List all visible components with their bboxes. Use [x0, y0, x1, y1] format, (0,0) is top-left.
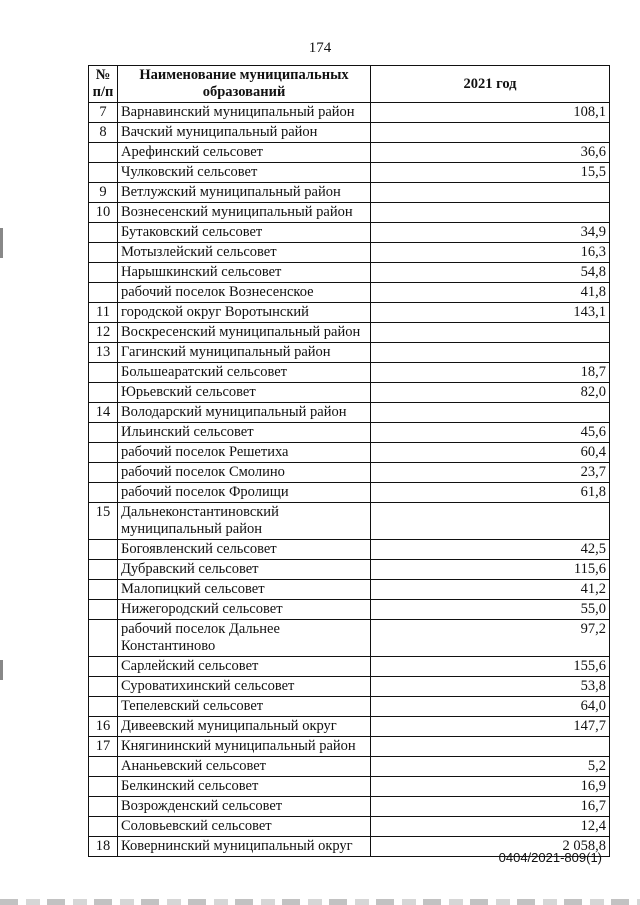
row-number: [89, 757, 118, 777]
row-number: [89, 283, 118, 303]
table-row: [89, 757, 610, 777]
row-value: 82,0: [371, 383, 610, 403]
row-name: Суроватихинский сельсовет: [118, 677, 371, 697]
row-name: Малопицкий сельсовет: [118, 580, 371, 600]
row-value: 16,9: [371, 777, 610, 797]
row-number: [89, 540, 118, 560]
row-value: 60,4: [371, 443, 610, 463]
row-value: 2 058,8: [371, 837, 610, 857]
row-number: 13: [89, 343, 118, 363]
row-name: Дальнеконстантиновский муниципальный район: [118, 503, 371, 540]
table-header-row: [89, 66, 610, 103]
row-name: рабочий поселок Фролищи: [118, 483, 371, 503]
row-value: 16,7: [371, 797, 610, 817]
row-number: 16: [89, 717, 118, 737]
row-name: Бутаковский сельсовет: [118, 223, 371, 243]
row-value: 42,5: [371, 540, 610, 560]
row-name: Воскресенский муниципальный район: [118, 323, 371, 343]
table-row: [89, 600, 610, 620]
row-number: [89, 263, 118, 283]
table-row: [89, 797, 610, 817]
row-number: [89, 777, 118, 797]
row-name: Дивеевский муниципальный округ: [118, 717, 371, 737]
budget-table: [88, 65, 610, 857]
table-row: [89, 697, 610, 717]
table-row: [89, 283, 610, 303]
row-name: Чулковский сельсовет: [118, 163, 371, 183]
row-value: [371, 203, 610, 223]
table-row: [89, 463, 610, 483]
row-number: [89, 443, 118, 463]
row-name: Большеаратский сельсовет: [118, 363, 371, 383]
header-year: 2021 год: [371, 66, 610, 103]
row-name: Нарышкинский сельсовет: [118, 263, 371, 283]
row-name: Нижегородский сельсовет: [118, 600, 371, 620]
row-name: рабочий поселок Дальнее Константиново: [118, 620, 371, 657]
table-row: [89, 483, 610, 503]
header-num: № п/п: [89, 66, 118, 103]
table-row: [89, 443, 610, 463]
row-value: 115,6: [371, 560, 610, 580]
scan-edge: [0, 899, 640, 905]
table-row: [89, 560, 610, 580]
scan-mark: [0, 228, 3, 258]
row-value: 15,5: [371, 163, 610, 183]
row-name: Ковернинский муниципальный округ: [118, 837, 371, 857]
row-number: [89, 383, 118, 403]
table-row: [89, 363, 610, 383]
row-name: рабочий поселок Решетиха: [118, 443, 371, 463]
row-number: [89, 580, 118, 600]
row-value: [371, 323, 610, 343]
row-value: [371, 183, 610, 203]
row-value: 155,6: [371, 657, 610, 677]
row-value: 16,3: [371, 243, 610, 263]
row-number: 18: [89, 837, 118, 857]
table-row: [89, 620, 610, 657]
row-name: Гагинский муниципальный район: [118, 343, 371, 363]
row-value: 147,7: [371, 717, 610, 737]
row-name: Арефинский сельсовет: [118, 143, 371, 163]
document-code: 0404/2021-809(1): [498, 850, 602, 865]
row-number: 12: [89, 323, 118, 343]
row-number: [89, 697, 118, 717]
row-name: Дубравский сельсовет: [118, 560, 371, 580]
row-value: [371, 503, 610, 540]
row-value: [371, 403, 610, 423]
row-name: Богоявленский сельсовет: [118, 540, 371, 560]
row-number: [89, 600, 118, 620]
row-name: Мотызлейский сельсовет: [118, 243, 371, 263]
table-row: [89, 343, 610, 363]
row-name: Юрьевский сельсовет: [118, 383, 371, 403]
row-name: Ветлужский муниципальный район: [118, 183, 371, 203]
table-row: [89, 303, 610, 323]
row-number: [89, 223, 118, 243]
row-name: Возрожденский сельсовет: [118, 797, 371, 817]
row-number: [89, 620, 118, 657]
row-number: 17: [89, 737, 118, 757]
row-number: [89, 463, 118, 483]
row-value: [371, 343, 610, 363]
table-row: [89, 403, 610, 423]
table-row: [89, 540, 610, 560]
row-value: 143,1: [371, 303, 610, 323]
table-row: [89, 263, 610, 283]
table-row: [89, 817, 610, 837]
row-name: рабочий поселок Смолино: [118, 463, 371, 483]
table-row: [89, 737, 610, 757]
row-value: 34,9: [371, 223, 610, 243]
row-value: 64,0: [371, 697, 610, 717]
row-name: Ананьевский сельсовет: [118, 757, 371, 777]
row-number: 7: [89, 103, 118, 123]
row-number: 14: [89, 403, 118, 423]
table-row: [89, 657, 610, 677]
row-number: [89, 797, 118, 817]
row-value: 108,1: [371, 103, 610, 123]
table-row: [89, 143, 610, 163]
table-row: [89, 580, 610, 600]
row-name: Вачский муниципальный район: [118, 123, 371, 143]
row-number: [89, 423, 118, 443]
row-number: 11: [89, 303, 118, 323]
table-row: [89, 203, 610, 223]
row-name: Княгининский муниципальный район: [118, 737, 371, 757]
page-number: 174: [308, 40, 332, 56]
row-number: [89, 483, 118, 503]
row-number: [89, 363, 118, 383]
row-number: 9: [89, 183, 118, 203]
row-number: 10: [89, 203, 118, 223]
row-name: Вознесенский муниципальный район: [118, 203, 371, 223]
row-value: 23,7: [371, 463, 610, 483]
row-number: [89, 163, 118, 183]
table-row: [89, 423, 610, 443]
row-value: 18,7: [371, 363, 610, 383]
table-row: [89, 323, 610, 343]
row-value: 97,2: [371, 620, 610, 657]
row-name: Ильинский сельсовет: [118, 423, 371, 443]
row-number: [89, 143, 118, 163]
table-row: [89, 383, 610, 403]
row-name: Володарский муниципальный район: [118, 403, 371, 423]
row-number: 8: [89, 123, 118, 143]
row-value: 45,6: [371, 423, 610, 443]
table-row: [89, 183, 610, 203]
table-row: [89, 243, 610, 263]
row-value: 54,8: [371, 263, 610, 283]
table-row: [89, 223, 610, 243]
table-row: [89, 103, 610, 123]
row-value: 61,8: [371, 483, 610, 503]
row-value: [371, 123, 610, 143]
row-name: городской округ Воротынский: [118, 303, 371, 323]
row-name: Варнавинский муниципальный район: [118, 103, 371, 123]
table-row: [89, 123, 610, 143]
row-number: [89, 817, 118, 837]
row-number: [89, 677, 118, 697]
row-name: Тепелевский сельсовет: [118, 697, 371, 717]
row-value: 41,8: [371, 283, 610, 303]
row-number: [89, 560, 118, 580]
table-row: [89, 677, 610, 697]
row-name: Соловьевский сельсовет: [118, 817, 371, 837]
row-value: 36,6: [371, 143, 610, 163]
header-name: Наименование муниципальных образований: [118, 66, 371, 103]
row-value: [371, 737, 610, 757]
row-number: 15: [89, 503, 118, 540]
scan-mark: [0, 660, 3, 680]
table-row: [89, 717, 610, 737]
row-value: 53,8: [371, 677, 610, 697]
row-number: [89, 243, 118, 263]
row-number: [89, 657, 118, 677]
row-value: 41,2: [371, 580, 610, 600]
row-value: 5,2: [371, 757, 610, 777]
row-name: Белкинский сельсовет: [118, 777, 371, 797]
table-row: [89, 777, 610, 797]
table-row: [89, 503, 610, 540]
row-value: 55,0: [371, 600, 610, 620]
row-name: рабочий поселок Вознесенское: [118, 283, 371, 303]
row-value: 12,4: [371, 817, 610, 837]
row-name: Сарлейский сельсовет: [118, 657, 371, 677]
table-row: [89, 163, 610, 183]
table-body: [89, 103, 610, 857]
